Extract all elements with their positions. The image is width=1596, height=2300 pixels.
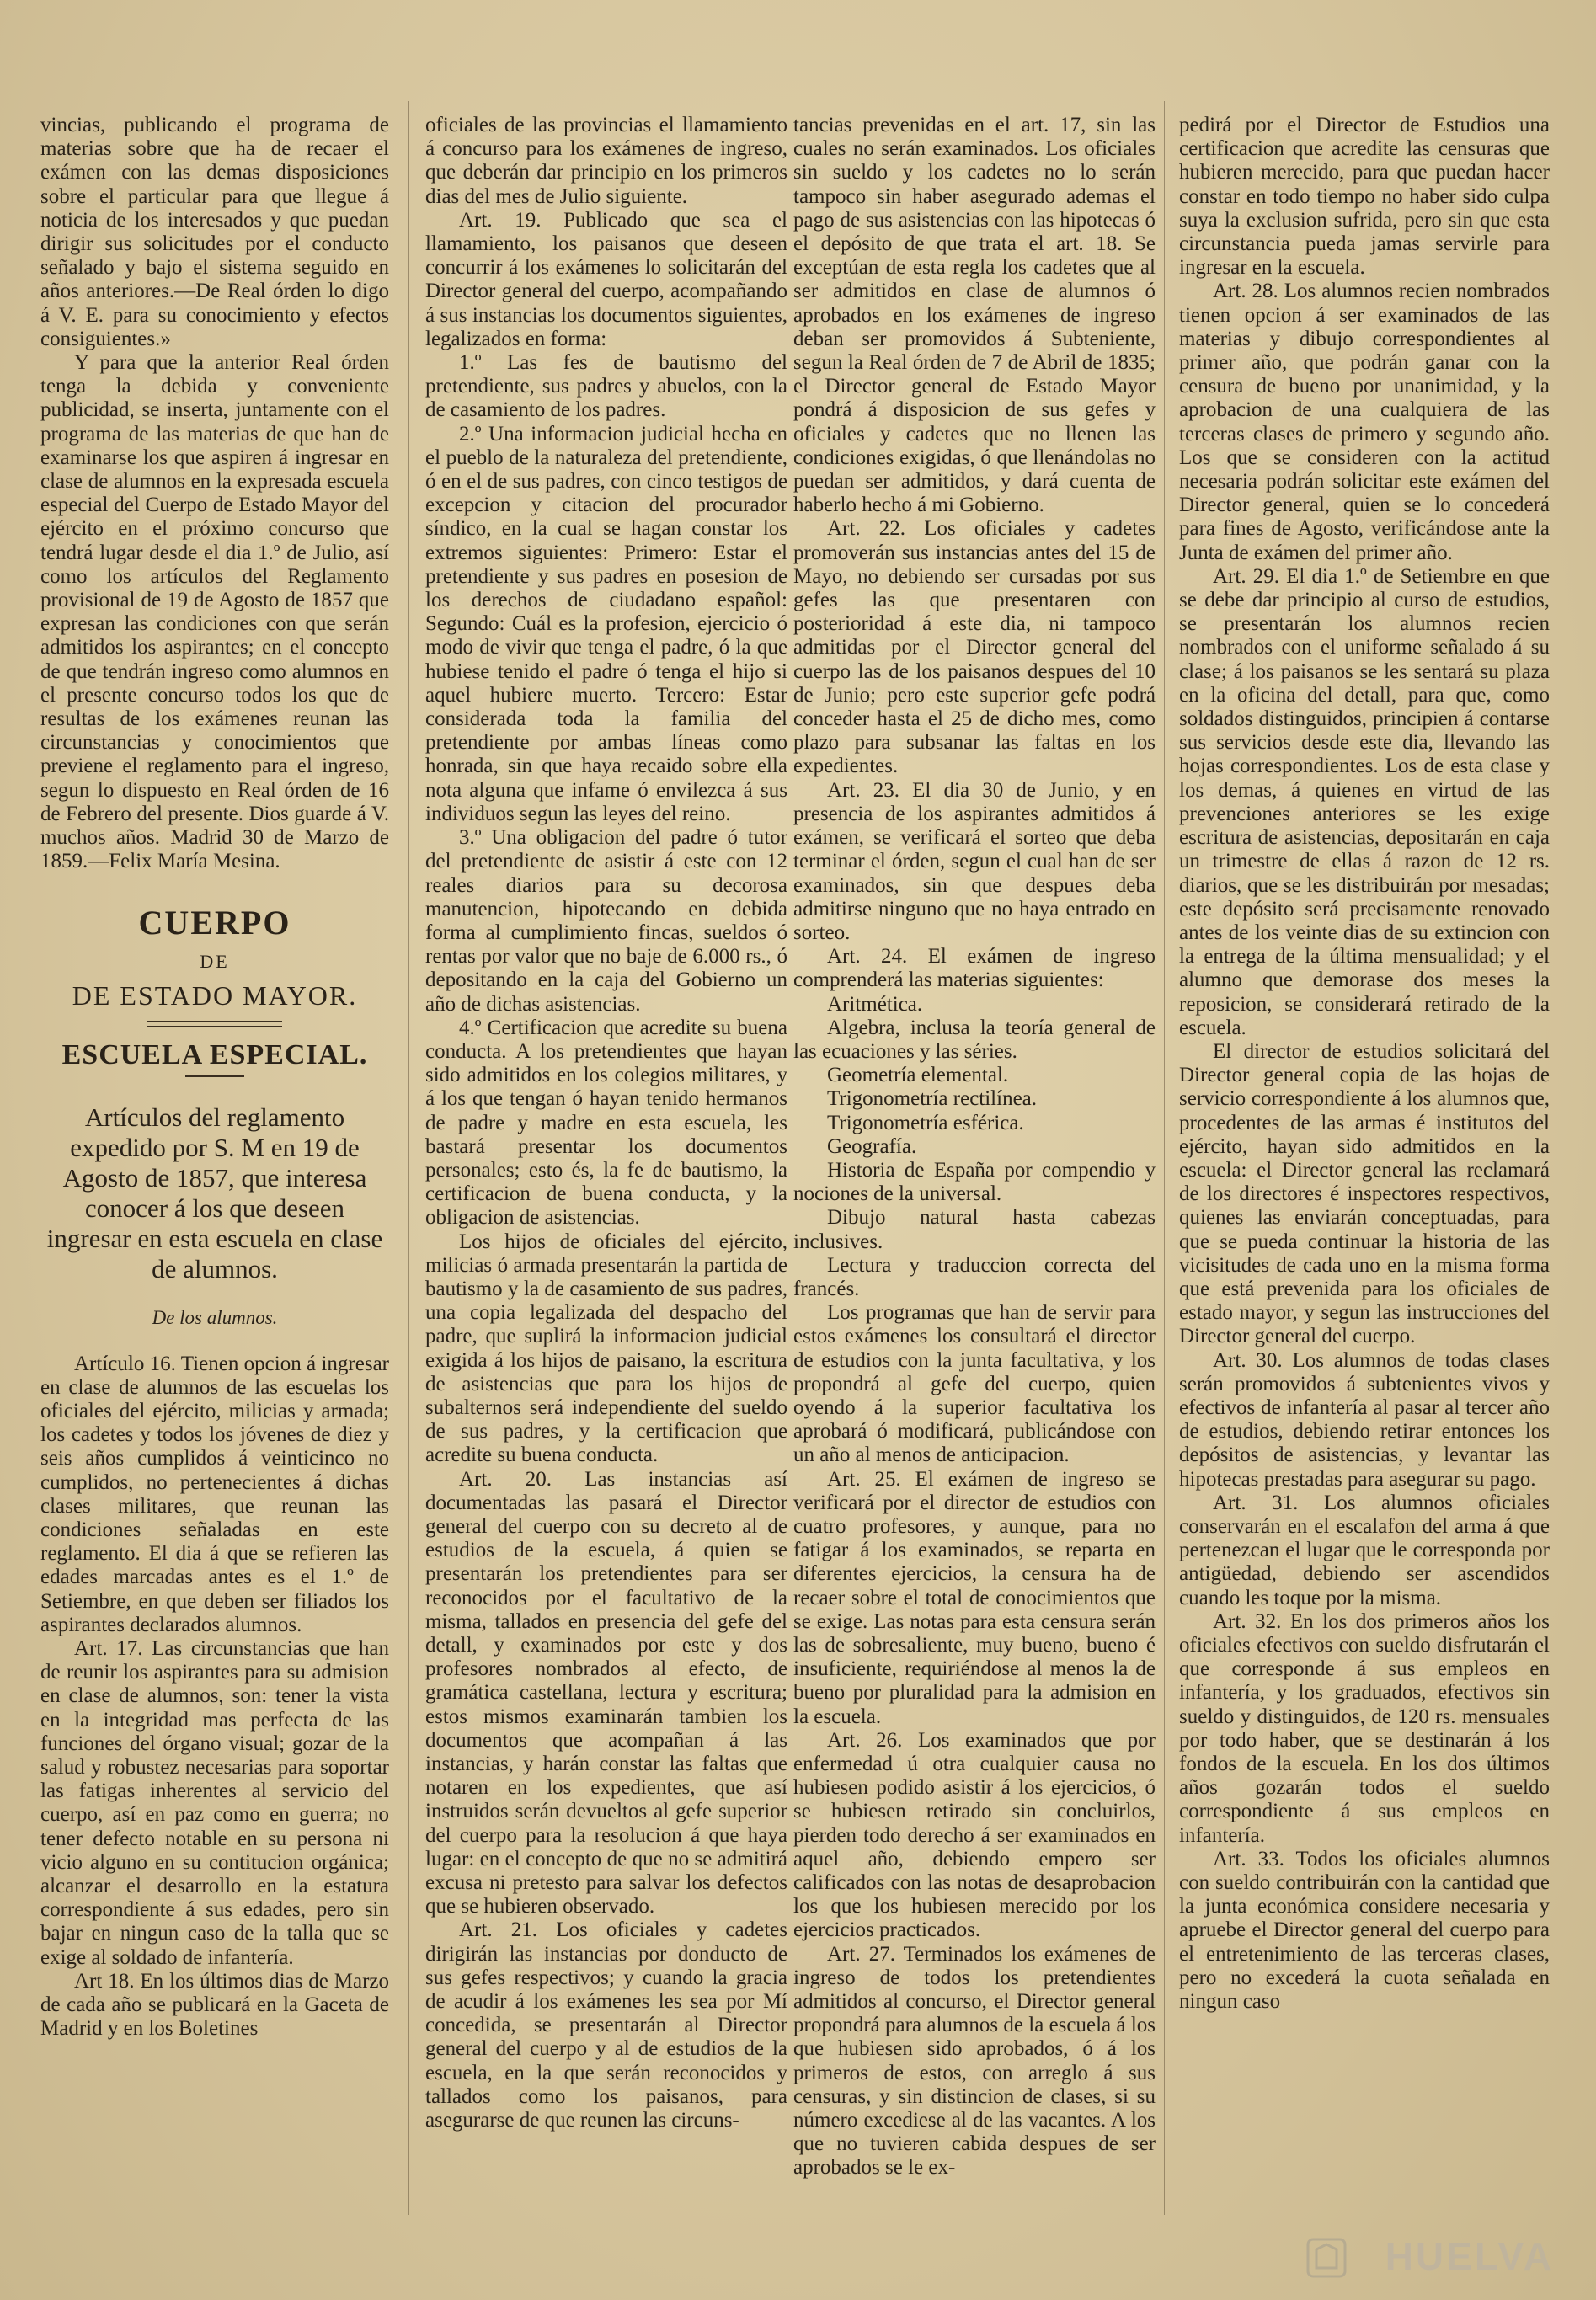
paragraph: Los hijos de oficiales del ejército, milicias ó armada presentarán la partida de bautismo y la de casamiento de sus padres, una copia legalizada del despacho del padre, que suplirá la informacion judicial exigida á los hijos de paisano, la escritura de asistencias que para los hijos de subalternos será independiente del sueldo de sus padres, y la certificacion que acredite su buena conducta. — [425, 1230, 787, 1467]
paragraph: Art. 29. El dia 1.º de Setiembre en que se debe dar principio al curso de estudios, se presentarán los alumnos recien nombrados con el uniforme señalado á su clase; á los paisanos se les sentará su plaza en la oficina del detall, para que, como soldados distinguidos, principien á contarse sus servicios desde este dia, llevando las hojas correspondientes. Los de esta clase y los demas, á quienes en virtud de las prevenciones anteriores se les exige escritura de asistencias, depositarán en caja un trimestre de ellas á razon de 12 rs. diarios, que se les distribuirán por mesadas; este depósito será precisamente renovado antes de los veinte dias de su extincion con la entrega de la última mensualidad; y el alumno que demorase dos meses la reposicion, se considerará retirado de la escuela. — [1179, 564, 1550, 1039]
column-3 — [793, 114, 1156, 2219]
column-rule — [408, 101, 409, 2215]
paragraph: Art. 26. Los examinados que por enfermedad ú otra cualquier causa no hubiesen podido asistir á los ejercicios, ó se hubiesen retirado sin concluirlos, pierden todo derecho á ser examinados en aquel año, debiendo empero ser calificados con las notas de desaprobacion los que los hubiesen merecido por los ejercicios practicados. — [793, 1728, 1156, 1942]
paragraph: Y para que la anterior Real órden tenga la debida y conveniente publicidad, se inserta, juntamente con el programa de las materias de que han de examinarse los que aspiren á ingresar en clase de alumnos en la expresada escuela especial del Cuerpo de Estado Mayor del ejército en el próximo concurso que tendrá lugar desde el dia 1.º de Julio, así como los artículos del Reglamento provisional de 19 de Agosto de 1857 que expresan las condiciones con que serán admitidos los aspirantes; en el concepto de que tendrán ingreso como alumnos en el presente concurso todos los que de resultas de los exámenes reunan las circunstancias y conocimientos que previene el reglamento para el ingreso, segun lo dispuesto en Real órden de 16 de Febrero del presente. Dios guarde á V. muchos años. Madrid 30 de Marzo de 1859.—Felix María Mesina. — [40, 351, 389, 873]
list-item: Trigonometría esférica. — [827, 1111, 1024, 1134]
paragraph: oficiales de las provincias el llamamiento á concurso para los exámenes de ingreso, que deberán dar principio en los primeros dias del mes de Julio siguiente. — [425, 114, 787, 208]
column-rule — [1164, 101, 1165, 2215]
paragraph: Art. 22. Los oficiales y cadetes promoverán sus instancias antes del 15 de Mayo, no debiendo ser cursadas por sus gefes las que presentaren con posterioridad á este dia, ni tampoco admitidas por el Director general del cuerpo las de los paisanos despues del 10 de Junio; pero este superior gefe podrá conceder hasta el 25 de dicho mes, como plazo para subsanar las faltas en los expedientes. — [793, 517, 1156, 778]
column-2 — [425, 114, 787, 2219]
paragraph: Art. 27. Terminados los exámenes de ingreso de todos los pretendientes admitidos al concurso, el Director general propondrá para alumnos de la escuela á los que hubiesen sido aprobados, ó á los primeros de estos, con arreglo á sus censuras, y sin distincion de clases, si su número excediese al de las vacantes. A los que no tuvieren cabida despues de ser aprobados se le ex- — [793, 1942, 1156, 2180]
list-item: Lectura y traduccion correcta del francés. — [793, 1253, 1156, 1300]
paragraph: El director de estudios solicitará del Director general copia de las hojas de servicio correspondiente á los alumnos que, procedentes de las armas é institutos del ejército, hayan sido admitidos en la escuela: el Director general las reclamará de los directores é inspectores respectivos, quienes las enviarán conceptuadas, para que se pueda continuar la historia de las vicisitudes de cada uno en la misma forma que está prevenida para los oficiales de estado mayor, y segun las instrucciones del Director general del cuerpo. — [1179, 1039, 1550, 1348]
column-4 — [1179, 114, 1550, 2219]
list-item: Geografía. — [827, 1134, 917, 1158]
heading-escuela: ESCUELA ESPECIAL. — [61, 1039, 368, 1071]
paragraph: Art. 28. Los alumnos recien nombrados tienen opcion á ser examinados de las materias y dibujo correspondientes al primer año, que podrán ganar con la censura de bueno por unanimidad, y la aprobacion de una cualquiera de las terceras clases de primero y segundo año. Los que se consideren con la actitud necesaria podrán solicitar este exámen del Director general, quien se lo concederá para fines de Agosto, verificándose ante la Junta de exámen del primer año. — [1179, 280, 1550, 564]
list-item: Trigonometría rectilínea. — [827, 1087, 1038, 1111]
paragraph: Art 18. En los últimos dias de Marzo de cada año se publicará en la Gaceta de Madrid y en los Boletines — [40, 1969, 389, 2041]
paragraph: 3.º Una obligacion del padre ó tutor del pretendiente de asistir á este con 12 reales diarios para su decorosa manutencion, hipotecando en debida forma al cumplimiento fincas, sueldos ó rentas por valor que no baje de 6.000 rs., ó depositando en la caja del Gobierno un año de dichas asistencias. — [425, 826, 787, 1016]
decorative-rule — [185, 1075, 244, 1077]
paragraph: Art. 20. Las instancias así documentadas las pasará el Director general del cuerpo con su decreto al de estudios de la escuela, á quien se presentarán los pretendientes para ser reconocidos por el facultativo de la misma, tallados en presencia del gefe del detall, y examinados por este y dos profesores nombrados al efecto, de gramática castellana, lectura y escritura; estos mismos examinarán tambien los documentos que acompañan á las instancias, y harán constar las faltas que notaren en los expedientes, que así instruidos serán devueltos al gefe superior del cuerpo para la resolucion á que haya lugar: en el concepto de que no se admitirá excusa ni pretesto para salvar los defectos que se hubieren observado. — [425, 1467, 787, 1918]
paragraph: 4.º Certificacion que acredite su buena conducta. A los pretendientes que hayan sido admitidos en los colegios militares, y á los que tengan ó hayan tenido hermanos de padre y madre en esta escuela, les bastará presentar los documentos personales; esto és, la fe de bautismo, la certificacion de buena conducta, y la obligacion de asistencias. — [425, 1016, 787, 1230]
heading-de: DE — [200, 950, 230, 972]
paragraph: vincias, publicando el programa de materias sobre que ha de recaer el exámen con las demas disposiciones sobre el particular para que llegue á noticia de los interesados y que puedan dirigir sus solicitudes por el conducto señalado y bajo el sistema seguido en años anteriores.—De Real órden lo digo á V. E. para su conocimiento y efectos consiguientes.» — [40, 114, 389, 350]
paragraph: Art. 17. Las circunstancias que han de reunir los aspirantes para su admision en clase de alumnos, son: tener la vista en la integridad mas perfecta de las funciones del órgano visual; gozar de la salud y robustez necesarias para soportar las fatigas inherentes al servicio del cuerpo, así en paz como en guerra; no tener defecto notable en su persona ni vicio alguno en su contitucion orgánica; alcanzar el desarrollo en la estatura correspondiente á sus edades, pero sin bajar en ningun caso de la talla que se exige al soldado de infantería. — [40, 1636, 389, 1969]
paragraph: Art. 24. El exámen de ingreso comprenderá las materias siguientes: — [793, 945, 1156, 992]
paragraph: 1.º Las fes de bautismo del pretendiente, sus padres y abuelos, con la de casamiento de los padres. — [425, 351, 787, 422]
section-heading: De los alumnos. — [152, 1307, 278, 1329]
decorative-rule — [147, 1021, 282, 1027]
column-1 — [40, 114, 389, 2219]
paragraph: Artículo 16. Tienen opcion á ingresar en clase de alumnos de las escuelas los oficiales del ejército, milicias y armada; los cadetes y todos los jóvenes de diez y seis años cumplidos á veinticinco no cumplidos, no pertenecientes á dichas clases militares, que reunan las condiciones señaladas en este reglamento. El dia á que se refieren las edades marcadas antes es el 1.º de Setiembre, en que deben ser filiados los aspirantes declarados alumnos. — [40, 1352, 389, 1636]
archive-crest-icon — [1301, 2231, 1352, 2281]
archive-watermark: HUELVA — [1385, 2234, 1554, 2278]
paragraph: Art. 30. Los alumnos de todas clases serán promovidos á subtenientes vivos y efectivos de infantería al pasar al tercer año de estudios, debiendo retirar entonces los depósitos de asistencias, y levantar las hipotecas prestadas para asegurar su pago. — [1179, 1348, 1550, 1491]
paragraph: Art. 19. Publicado que sea el llamamiento, los paisanos que deseen concurrir á los exámenes lo solicitarán del Director general del cuerpo, acompañando á sus instancias los documentos siguientes, legalizados en forma: — [425, 208, 787, 350]
paragraph: tancias prevenidas en el art. 17, sin las cuales no serán examinados. Los oficiales sin sueldo y los cadetes no lo serán tampoco sin haber asegurado ademas el pago de sus asistencias con las hipotecas ó el depósito de que trata el art. 18. Se exceptúan de esta regla los cadetes que al ser admitidos en clase de alumnos ó aprobados en los exámenes de ingreso deban ser promovidos á Subteniente, segun la Real órden de 7 de Abril de 1835; el Director general de Estado Mayor pondrá á disposicion de sus gefes y oficiales y cadetes que no llenen las condiciones exigidas, ó que llenándolas no puedan ser admitidos, y dará cuenta de haberlo hecho á mi Gobierno. — [793, 114, 1156, 517]
paragraph: pedirá por el Director de Estudios una certificacion que acredite las censuras que hubieren merecido, para que puedan hacer constar en todo tiempo no haber sido culpa suya la exclusion sufrida, pero sin que esta circunstancia pueda jamas servirle para ingresar en la escuela. — [1179, 114, 1550, 280]
section-subtitle: Artículos del reglamento expedido por S. M en 19 de Agosto de 1857, que interesa conocer á los que deseen ingresar en esta escuela en clase de alumnos. — [46, 1102, 383, 1284]
paragraph: Art. 25. El exámen de ingreso se verificará por el director de estudios con cuatro profesores, y aunque, para no fatigar á los examinados, se reparta en diferentes ejercicios, la censura ha de recaer sobre el total de conocimientos que se exige. Las notas para esta censura serán las de sobresaliente, muy bueno, bueno é insuficiente, requiriéndose al menos la de bueno por pluralidad para la admision en la escuela. — [793, 1467, 1156, 1728]
list-item: Historia de España por compendio y nociones de la universal. — [793, 1158, 1156, 1206]
paragraph: Art. 21. Los oficiales y cadetes dirigirán las instancias por donducto de sus gefes respectivos; y cuando la gracia de acudir á los exámenes les sea por Mí concedida, se presentarán al Director general del cuerpo y al de estudios de la escuela, en la que serán reconocidos y tallados como los paisanos, para asegurarse de que reunen las circuns- — [425, 1918, 787, 2132]
paragraph: Art. 33. Todos los oficiales alumnos con sueldo contribuirán con la cantidad que la junta económica considere necesaria y apruebe el Director general del cuerpo para el entretenimiento de las terceras clases, pero no excederá la cuota señalada en ningun caso — [1179, 1847, 1550, 2014]
list-item: Geometría elemental. — [827, 1064, 1009, 1087]
paragraph: 2.º Una informacion judicial hecha en el pueblo de la naturaleza del pretendiente, ó en el de sus padres, con cinco testigos de excepcion y citacion del procurador síndico, en la cual se hagan constar los extremos siguientes: Primero: Estar el pretendiente y sus padres en posesion de los derechos de ciudadano español: Segundo: Cuál es la profesion, ejercicio ó modo de vivir que tenga el padre, ó la que hubiese tenido el padre ó tenga el hijo si aquel hubiere muerto. Tercero: Estar considerada toda la familia del pretendiente por ambas líneas como honrada, sin que haya recaido sobre ella nota alguna que infame ó envilezca á sus individuos segun las leyes del reino. — [425, 422, 787, 825]
paragraph: Art. 32. En los dos primeros años los oficiales efectivos con sueldo disfrutarán el que corresponde á sus empleos en infantería, y los graduados, efectivos sin sueldo y distinguidos, de 120 rs. mensuales por todo haber, que se destinarán á los fondos de la escuela. En los dos últimos años gozarán todos el sueldo correspondiente á sus empleos en infantería. — [1179, 1609, 1550, 1847]
paragraph: Art. 23. El dia 30 de Junio, y en presencia de los aspirantes admitidos á exámen, se verificará el sorteo que deba terminar el órden, segun el cual han de ser examinados, sin que despues deba admitirse ninguno que no haya entrado en sorteo. — [793, 778, 1156, 944]
heading-estado-mayor: DE ESTADO MAYOR. — [72, 979, 358, 1011]
list-item: Algebra, inclusa la teoría general de las ecuaciones y las séries. — [793, 1016, 1156, 1063]
list-item: Dibujo natural hasta cabezas inclusives. — [793, 1206, 1156, 1253]
paragraph: Art. 31. Los alumnos oficiales conservarán en el escalafon del arma á que pertenezcan el lugar que le corresponda por antigüedad, debiendo ser ascendidos cuando les toque por la misma. — [1179, 1491, 1550, 1609]
list-item: Aritmética. — [827, 992, 923, 1016]
paragraph: Los programas que han de servir para estos exámenes los consultará el director de estudios con la junta facultativa, y los propondrá al gefe del cuerpo, quien oyendo á la superior facultativa los aprobará ó modificará, publicándose con un año al menos de anticipacion. — [793, 1301, 1156, 1467]
heading-cuerpo: CUERPO — [138, 903, 291, 942]
